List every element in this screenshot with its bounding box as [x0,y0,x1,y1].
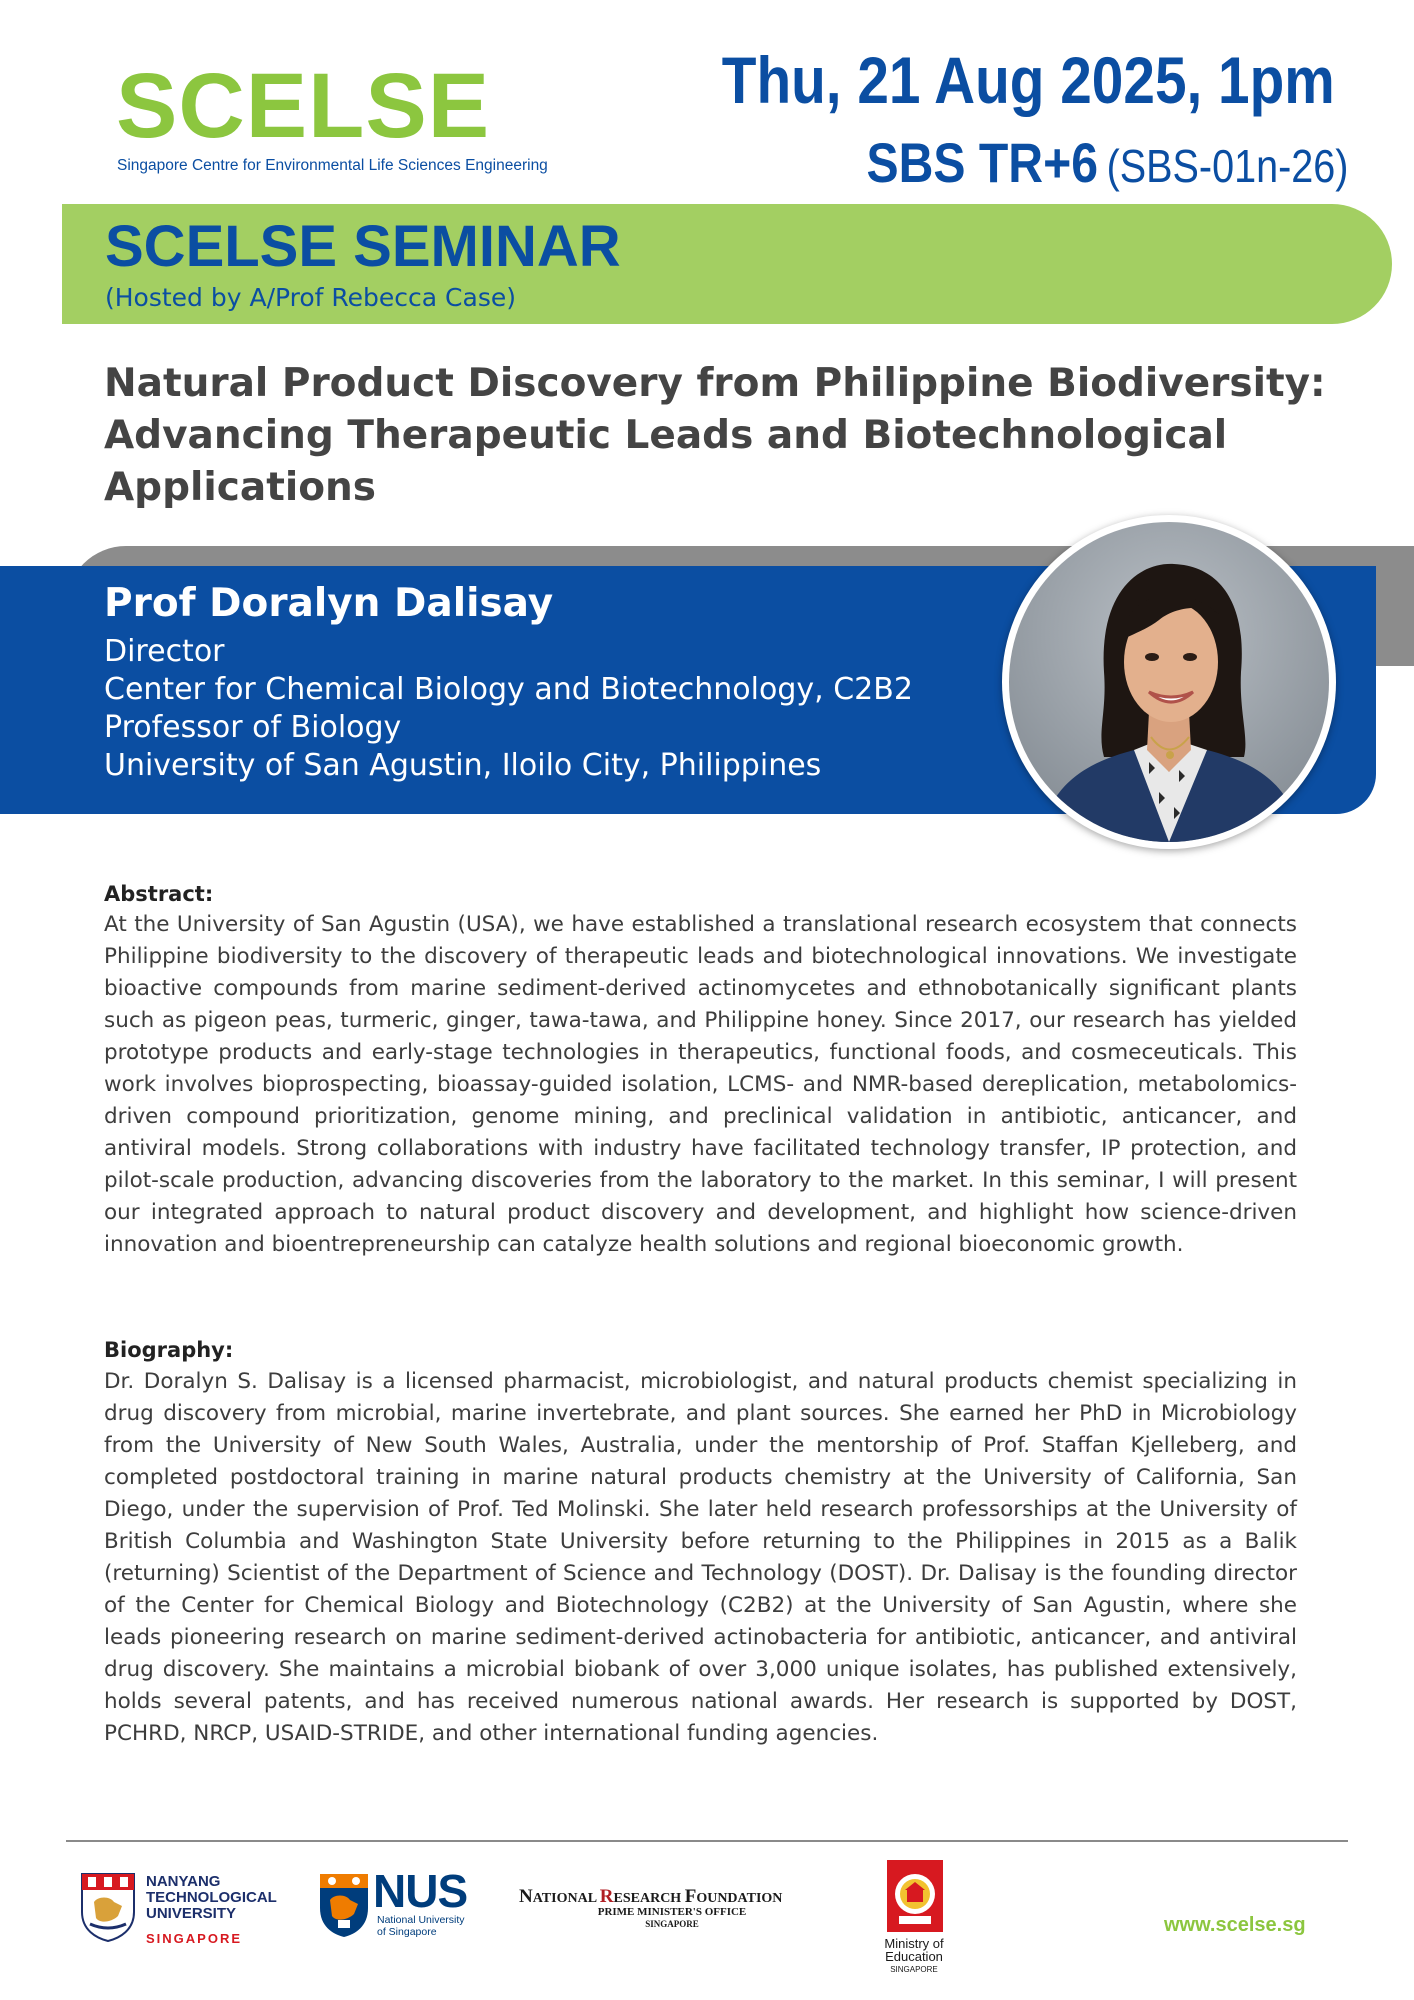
nrf-oundation: OUNDATION [696,1891,783,1906]
abstract-heading: Abstract: [104,882,214,906]
scelse-logo-subtitle: Singapore Centre for Environmental Life Sciences Engineering [117,157,548,174]
nus-logo [318,1872,370,1942]
speaker-name: Prof Doralyn Dalisay [104,581,554,626]
scelse-logo: SCELSE [116,55,491,157]
abstract-text: At the University of San Agustin (USA), we have established a translational research ecosystem that connects Philippine biodiversity to the discovery of therapeutic leads and biotechnological innovations. We investigate bioactive compounds from marine sediment-derived actinomycetes and ethnobotanically significant plants such as pigeon peas, turmeric, ginger, tawa-tawa, and Philippine honey. Since 2017, our research has yielded prototype products and early-stage technologies in therapeutics, functional foods, and cosmeceuticals. This work involves bioprospecting, bioassay-guided isolation, LCMS- and NMR-based dereplication, metabolomics-driven compound prioritization, genome mining, and preclinical validation in antibiotic, anticancer, and antiviral models. Strong collaborations with industry have facilitated technology transfer, IP protection, and pilot-scale production, advancing discoveries from the laboratory to the market. In this seminar, I will present our integrated approach to natural product discovery and development, and highlight how science-driven innovation and bioentrepreneurship can catalyze health solutions and regional bioeconomic growth. [104,912,1297,1257]
nus-name-line2: of Singapore [377,1926,437,1938]
nrf-subtitle [519,1906,825,1930]
ntu-name-line1: NANYANG [146,1873,221,1890]
moe-logo [887,1860,943,1936]
event-date-time: Thu, 21 Aug 2025, 1pm [722,43,1335,117]
website-link[interactable]: www.scelse.sg [1164,1914,1306,1936]
ntu-name-line3: UNIVERSITY [146,1905,237,1922]
nus-wordmark: NUS [373,1865,468,1917]
venue-name: SBS TR+6 [866,131,1098,194]
ntu-logo [80,1872,136,1946]
biography-heading: Biography: [104,1338,234,1362]
nrf-r: R [599,1886,614,1907]
speaker-role: Director [104,634,225,669]
nrf-ational: ATIONAL [532,1891,600,1906]
speaker-affiliation: University of San Agustin, Iloilo City, Philippines [104,748,822,783]
talk-title: Natural Product Discovery from Philippine Biodiversity: Advancing Therapeutic Leads and Biotechnological Applications [104,361,1326,510]
ntu-name [146,1874,277,1922]
speaker-photo [1009,522,1329,842]
seminar-title: SCELSE SEMINAR [105,214,621,279]
speaker-title: Professor of Biology [104,710,402,745]
nus-name [377,1914,465,1938]
speaker-center: Center for Chemical Biology and Biotechnology, C2B2 [104,672,913,707]
nus-crest-icon [318,1872,370,1938]
biography-text: Dr. Doralyn S. Dalisay is a licensed pharmacist, microbiologist, and natural products chemist specializing in drug discovery from microbial, marine invertebrate, and plant sources. She earned her PhD in Microbiology from the University of New South Wales, Australia, under the mentorship of Prof. Staffan Kjelleberg, and completed postdoctoral training in marine natural products chemistry at the University of California, San Diego, under the supervision of Prof. Ted Molinski. She later held research professorships at the University of British Columbia and Washington State University before returning to the Philippines in 2015 as a Balik (returning) Scientist of the Department of Science and Technology (DOST). Dr. Dalisay is the founding director of the Center for Chemical Biology and Biotechnology (C2B2) at the University of San Agustin, where she leads pioneering research on marine sediment-derived actinobacteria for antibiotic, anticancer, and antiviral drug discovery. She maintains a microbial biobank of over 3,000 unique isolates, has published extensively, holds several patents, and has received numerous national awards. Her research is supported by DOST, PCHRD, NRCP, USAID-STRIDE, and other international funding agencies. [104,1369,1297,1746]
venue-room: (SBS-01n-26) [1106,140,1348,192]
moe-name [855,1937,973,1976]
ntu-crest-icon [80,1872,136,1942]
nus-name-line1: National University [377,1914,465,1926]
nrf-f: F [684,1886,697,1907]
speaker-portrait-icon [1009,522,1329,842]
moe-line1: Ministry of Education [884,1936,944,1964]
footer-divider [66,1840,1348,1842]
nrf-logo [519,1886,782,1908]
nrf-n: N [519,1886,533,1907]
ntu-name-line2: TECHNOLOGICAL [146,1889,277,1906]
ntu-singapore: SINGAPORE [146,1931,243,1946]
event-venue [866,128,1348,213]
moe-crest-icon [887,1860,943,1932]
moe-line2: SINGAPORE [890,1965,938,1974]
nrf-esearch: ESEARCH [613,1891,685,1906]
nrf-line3: SINGAPORE [645,1919,699,1929]
seminar-host: (Hosted by A/Prof Rebecca Case) [105,283,516,312]
nrf-line2: PRIME MINISTER'S OFFICE [597,1906,747,1918]
